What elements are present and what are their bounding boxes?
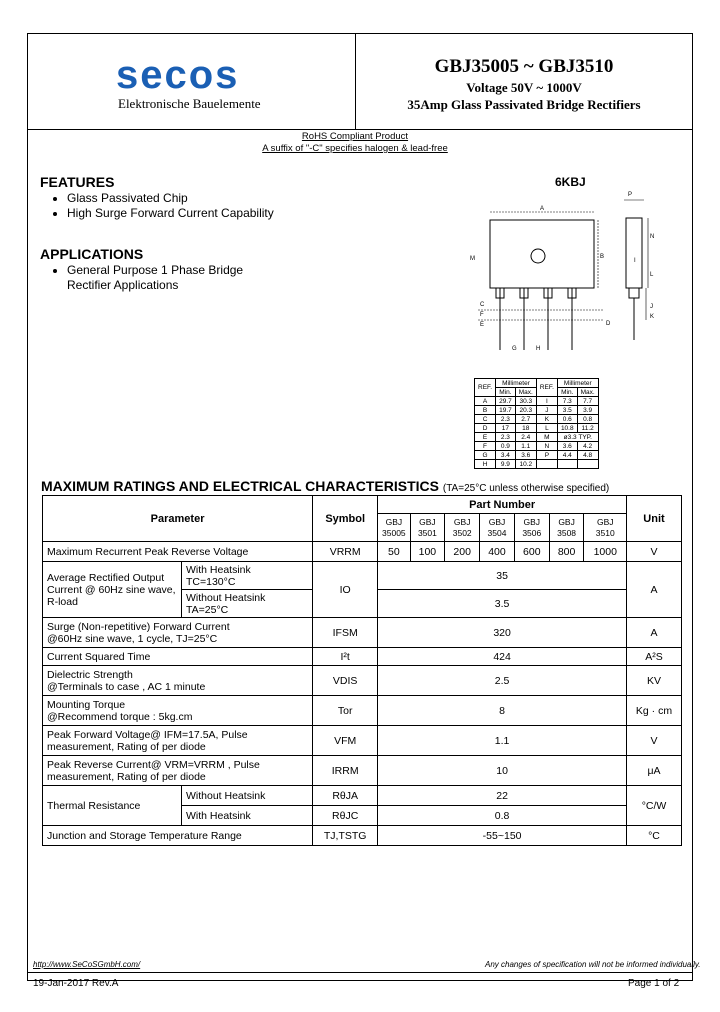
table-row <box>43 618 682 648</box>
dim-cell: 2.7 <box>515 415 536 424</box>
part-number-header <box>549 514 584 542</box>
value-cell: 400 <box>480 542 515 562</box>
product-description: 35Amp Glass Passivated Bridge Rectifiers <box>407 97 641 112</box>
unit-cell: μA <box>627 756 682 786</box>
param-cell <box>43 726 313 756</box>
table-row <box>43 696 682 726</box>
dim-cell: 29.7 <box>496 397 516 406</box>
ratings-table <box>42 495 682 846</box>
condition-text: With Heatsink <box>186 563 251 576</box>
unit-cell: V <box>627 726 682 756</box>
condition-text: Without Heatsink <box>186 591 266 604</box>
footer-url[interactable]: http://www.SeCoSGmbH.com/ <box>33 960 141 969</box>
dim-cell: J <box>536 406 557 415</box>
table-row <box>475 460 599 469</box>
unit-cell: A <box>627 618 682 648</box>
footer-page: Page 1 of 2 <box>628 978 680 989</box>
dim-header-ref: REF. <box>536 379 557 397</box>
part-number-header <box>480 514 515 542</box>
part-prefix: GBJ <box>385 516 403 527</box>
dim-label-a: A <box>540 206 545 212</box>
dim-cell: 7.7 <box>577 397 598 406</box>
dim-cell: 3.9 <box>577 406 598 415</box>
table-row <box>475 442 599 451</box>
symbol-cell: IRRM <box>313 756 378 786</box>
dim-cell <box>557 460 577 469</box>
table-row <box>43 648 682 666</box>
dim-cell: 30.3 <box>515 397 536 406</box>
value-cell: 1.1 <box>378 726 627 756</box>
part-number-header <box>445 514 480 542</box>
dim-label-l: L <box>650 272 654 278</box>
dim-cell: 0.9 <box>496 442 516 451</box>
param-cell: Thermal Resistance <box>43 786 182 826</box>
header-divider <box>27 129 693 130</box>
unit-cell: °C/W <box>627 786 682 826</box>
rohs-notice <box>200 131 510 155</box>
value-cell: 50 <box>378 542 410 562</box>
table-row <box>475 406 599 415</box>
dim-cell: 4.2 <box>577 442 598 451</box>
dim-cell: 3.4 <box>496 451 516 460</box>
symbol-cell: RθJC <box>313 806 378 826</box>
dim-cell: 19.7 <box>496 406 516 415</box>
table-row <box>43 826 682 846</box>
dim-cell: 17 <box>496 424 516 433</box>
param-text: Peak Reverse Current@ VRM=VRRM , Pulse <box>47 758 260 771</box>
dim-header-ref: REF. <box>475 379 496 397</box>
col-part-number: Part Number <box>378 496 627 514</box>
condition-cell <box>182 562 313 590</box>
table-row <box>43 542 682 562</box>
condition-cell: Without Heatsink <box>182 786 313 806</box>
dim-cell: 20.3 <box>515 406 536 415</box>
param-text: measurement, Rating of per diode <box>47 770 206 783</box>
dim-cell: 4.4 <box>557 451 577 460</box>
dim-cell: 9.9 <box>496 460 516 469</box>
part-number-header <box>514 514 549 542</box>
dim-cell: E <box>475 433 496 442</box>
dim-cell: M <box>536 433 557 442</box>
symbol-cell: IO <box>313 562 378 618</box>
dim-label-k: K <box>650 314 655 320</box>
symbol-cell: IFSM <box>313 618 378 648</box>
footer-divider <box>27 972 693 973</box>
dim-cell: 10.2 <box>515 460 536 469</box>
value-cell: 1000 <box>584 542 627 562</box>
part-number-header <box>410 514 445 542</box>
dim-cell: 0.8 <box>577 415 598 424</box>
value-cell: 35 <box>378 562 627 590</box>
part-number-header <box>584 514 627 542</box>
dim-subheader: Min. <box>557 388 577 397</box>
param-text: @60Hz sine wave, 1 cycle, TJ=25°C <box>47 632 218 645</box>
symbol-cell: VFM <box>313 726 378 756</box>
package-name: 6KBJ <box>555 175 586 189</box>
col-symbol: Symbol <box>313 496 378 542</box>
dim-label-f: F <box>480 312 484 318</box>
dim-cell: 2.3 <box>496 433 516 442</box>
symbol-cell: TJ,TSTG <box>313 826 378 846</box>
package-outline-drawing <box>464 190 664 362</box>
value-cell: 2.5 <box>378 666 627 696</box>
value-cell: 0.8 <box>378 806 627 826</box>
col-parameter: Parameter <box>43 496 313 542</box>
table-row <box>43 756 682 786</box>
dim-cell: 2.3 <box>496 415 516 424</box>
part-suffix: 3506 <box>522 527 542 538</box>
value-cell: 800 <box>549 542 584 562</box>
dim-cell: L <box>536 424 557 433</box>
dim-label-g: G <box>512 346 517 352</box>
dim-cell: F <box>475 442 496 451</box>
value-cell: 200 <box>445 542 480 562</box>
param-text: Peak Forward Voltage@ IFM=17.5A, Pulse <box>47 728 248 741</box>
param-cell: Average Rectified Output Current @ 60Hz sine wave, R-load <box>43 562 182 618</box>
dim-cell: 11.2 <box>577 424 598 433</box>
features-heading: FEATURES <box>40 174 115 190</box>
applications-list <box>40 263 243 293</box>
param-cell <box>43 696 313 726</box>
value-cell: 600 <box>514 542 549 562</box>
dim-subheader: Min. <box>496 388 516 397</box>
value-cell: 320 <box>378 618 627 648</box>
dim-cell: ø3.3 TYP. <box>557 433 598 442</box>
dim-label-h: H <box>536 346 541 352</box>
dim-label-d: D <box>606 321 611 327</box>
condition-cell <box>182 590 313 618</box>
list-item-line2: Rectifier Applications <box>67 278 179 292</box>
condition-text: TC=130°C <box>186 575 236 588</box>
part-suffix: 3508 <box>557 527 577 538</box>
param-text: measurement, Rating of per diode <box>47 740 206 753</box>
param-cell: Maximum Recurrent Peak Reverse Voltage <box>43 542 313 562</box>
value-cell: 8 <box>378 696 627 726</box>
footer-date: 19-Jan-2017 Rev.A <box>33 978 119 989</box>
value-cell: -55~150 <box>378 826 627 846</box>
unit-cell: V <box>627 542 682 562</box>
dim-cell: B <box>475 406 496 415</box>
dim-label-c: C <box>480 302 485 308</box>
table-row <box>43 726 682 756</box>
dim-cell: 0.6 <box>557 415 577 424</box>
dim-cell: C <box>475 415 496 424</box>
unit-cell: A <box>627 562 682 618</box>
dim-cell: 4.8 <box>577 451 598 460</box>
dim-cell <box>536 460 557 469</box>
title-block <box>356 56 692 113</box>
dim-header-mm: Millimeter <box>496 379 537 388</box>
param-cell <box>43 618 313 648</box>
param-text: Surge (Non-repetitive) Forward Current <box>47 620 230 633</box>
dim-cell: 10.8 <box>557 424 577 433</box>
dim-cell: 7.3 <box>557 397 577 406</box>
part-prefix: GBJ <box>596 516 614 527</box>
param-text: @Recommend torque : 5kg.cm <box>47 710 193 723</box>
dim-label-b: B <box>600 254 605 260</box>
dim-label-j: J <box>650 304 653 310</box>
ratings-title: MAXIMUM RATINGS AND ELECTRICAL CHARACTERISTICS <box>41 478 439 494</box>
dim-cell <box>577 460 598 469</box>
unit-cell: Kg · cm <box>627 696 682 726</box>
table-row <box>43 562 682 590</box>
value-cell: 3.5 <box>378 590 627 618</box>
list-item: • Glass Passivated Chip <box>67 191 274 206</box>
part-prefix: GBJ <box>419 516 436 527</box>
applications-heading: APPLICATIONS <box>40 246 144 262</box>
condition-text: TA=25°C <box>186 603 229 616</box>
part-range: GBJ35005 ~ GBJ3510 <box>434 56 614 77</box>
logo-subtitle: Elektronische Bauelemente <box>118 96 261 111</box>
dim-subheader: Max. <box>577 388 598 397</box>
value-cell: 100 <box>410 542 445 562</box>
unit-cell: A²S <box>627 648 682 666</box>
table-row <box>475 415 599 424</box>
dim-subheader: Max. <box>515 388 536 397</box>
condition-cell: With Heatsink <box>182 806 313 826</box>
dim-cell: A <box>475 397 496 406</box>
dim-cell: P <box>536 451 557 460</box>
dim-label-e: E <box>480 322 485 328</box>
param-text: Mounting Torque <box>47 698 126 711</box>
symbol-cell: RθJA <box>313 786 378 806</box>
dim-cell: G <box>475 451 496 460</box>
dim-cell: 2.4 <box>515 433 536 442</box>
table-row <box>43 786 682 806</box>
part-prefix: GBJ <box>453 516 471 527</box>
part-prefix: GBJ <box>488 516 506 527</box>
part-suffix: 3502 <box>452 527 472 538</box>
dimensions-table <box>474 378 599 469</box>
dim-label-i: I <box>634 258 636 264</box>
ratings-heading <box>41 478 609 494</box>
unit-cell: °C <box>627 826 682 846</box>
dim-cell: 18 <box>515 424 536 433</box>
voltage-range: Voltage 50V ~ 1000V <box>466 80 582 95</box>
param-text: Dielectric Strength <box>47 668 133 681</box>
part-suffix: 3510 <box>595 527 615 538</box>
ratings-condition: (TA=25°C unless otherwise specified) <box>442 483 610 494</box>
table-row <box>475 433 599 442</box>
table-row <box>475 451 599 460</box>
list-item <box>67 263 243 293</box>
table-row <box>475 424 599 433</box>
features-list <box>40 191 274 221</box>
part-prefix: GBJ <box>558 516 575 527</box>
dim-label-n: N <box>650 234 655 240</box>
dim-cell: N <box>536 442 557 451</box>
unit-cell: KV <box>627 666 682 696</box>
param-cell: Current Squared Time <box>43 648 313 666</box>
secos-logo <box>112 58 272 96</box>
rohs-line2: A suffix of "-C" specifies halogen & lead-free <box>262 143 448 154</box>
part-prefix: GBJ <box>523 516 541 527</box>
symbol-cell: Tor <box>313 696 378 726</box>
value-cell: 424 <box>378 648 627 666</box>
symbol-cell: VDIS <box>313 666 378 696</box>
table-row <box>475 397 599 406</box>
param-cell <box>43 756 313 786</box>
symbol-cell: I²t <box>313 648 378 666</box>
table-row <box>43 666 682 696</box>
symbol-cell: VRRM <box>313 542 378 562</box>
dim-header-mm: Millimeter <box>557 379 598 388</box>
footer-note: Any changes of specification will not be informed individually. <box>485 960 701 969</box>
rohs-line1: RoHS Compliant Product <box>301 131 409 142</box>
dim-cell: K <box>536 415 557 424</box>
part-suffix: 35005 <box>382 527 406 538</box>
dim-cell: 3.6 <box>557 442 577 451</box>
col-unit: Unit <box>627 496 682 542</box>
param-cell: Junction and Storage Temperature Range <box>43 826 313 846</box>
dim-cell: 3.5 <box>557 406 577 415</box>
dim-label-p: P <box>628 192 633 198</box>
part-suffix: 3501 <box>417 527 437 538</box>
value-cell: 22 <box>378 786 627 806</box>
dim-cell: 3.6 <box>515 451 536 460</box>
part-number-header <box>378 514 410 542</box>
dim-cell: H <box>475 460 496 469</box>
param-cell <box>43 666 313 696</box>
param-text: @Terminals to case , AC 1 minute <box>47 680 206 693</box>
value-cell: 10 <box>378 756 627 786</box>
dim-cell: 1.1 <box>515 442 536 451</box>
dim-cell: I <box>536 397 557 406</box>
list-item-line1: General Purpose 1 Phase Bridge <box>67 263 244 277</box>
logo-text: secos <box>116 58 240 96</box>
dim-cell: D <box>475 424 496 433</box>
part-suffix: 3504 <box>487 527 507 538</box>
list-item: • High Surge Forward Current Capability <box>67 206 274 221</box>
dim-label-m: M <box>470 256 475 262</box>
